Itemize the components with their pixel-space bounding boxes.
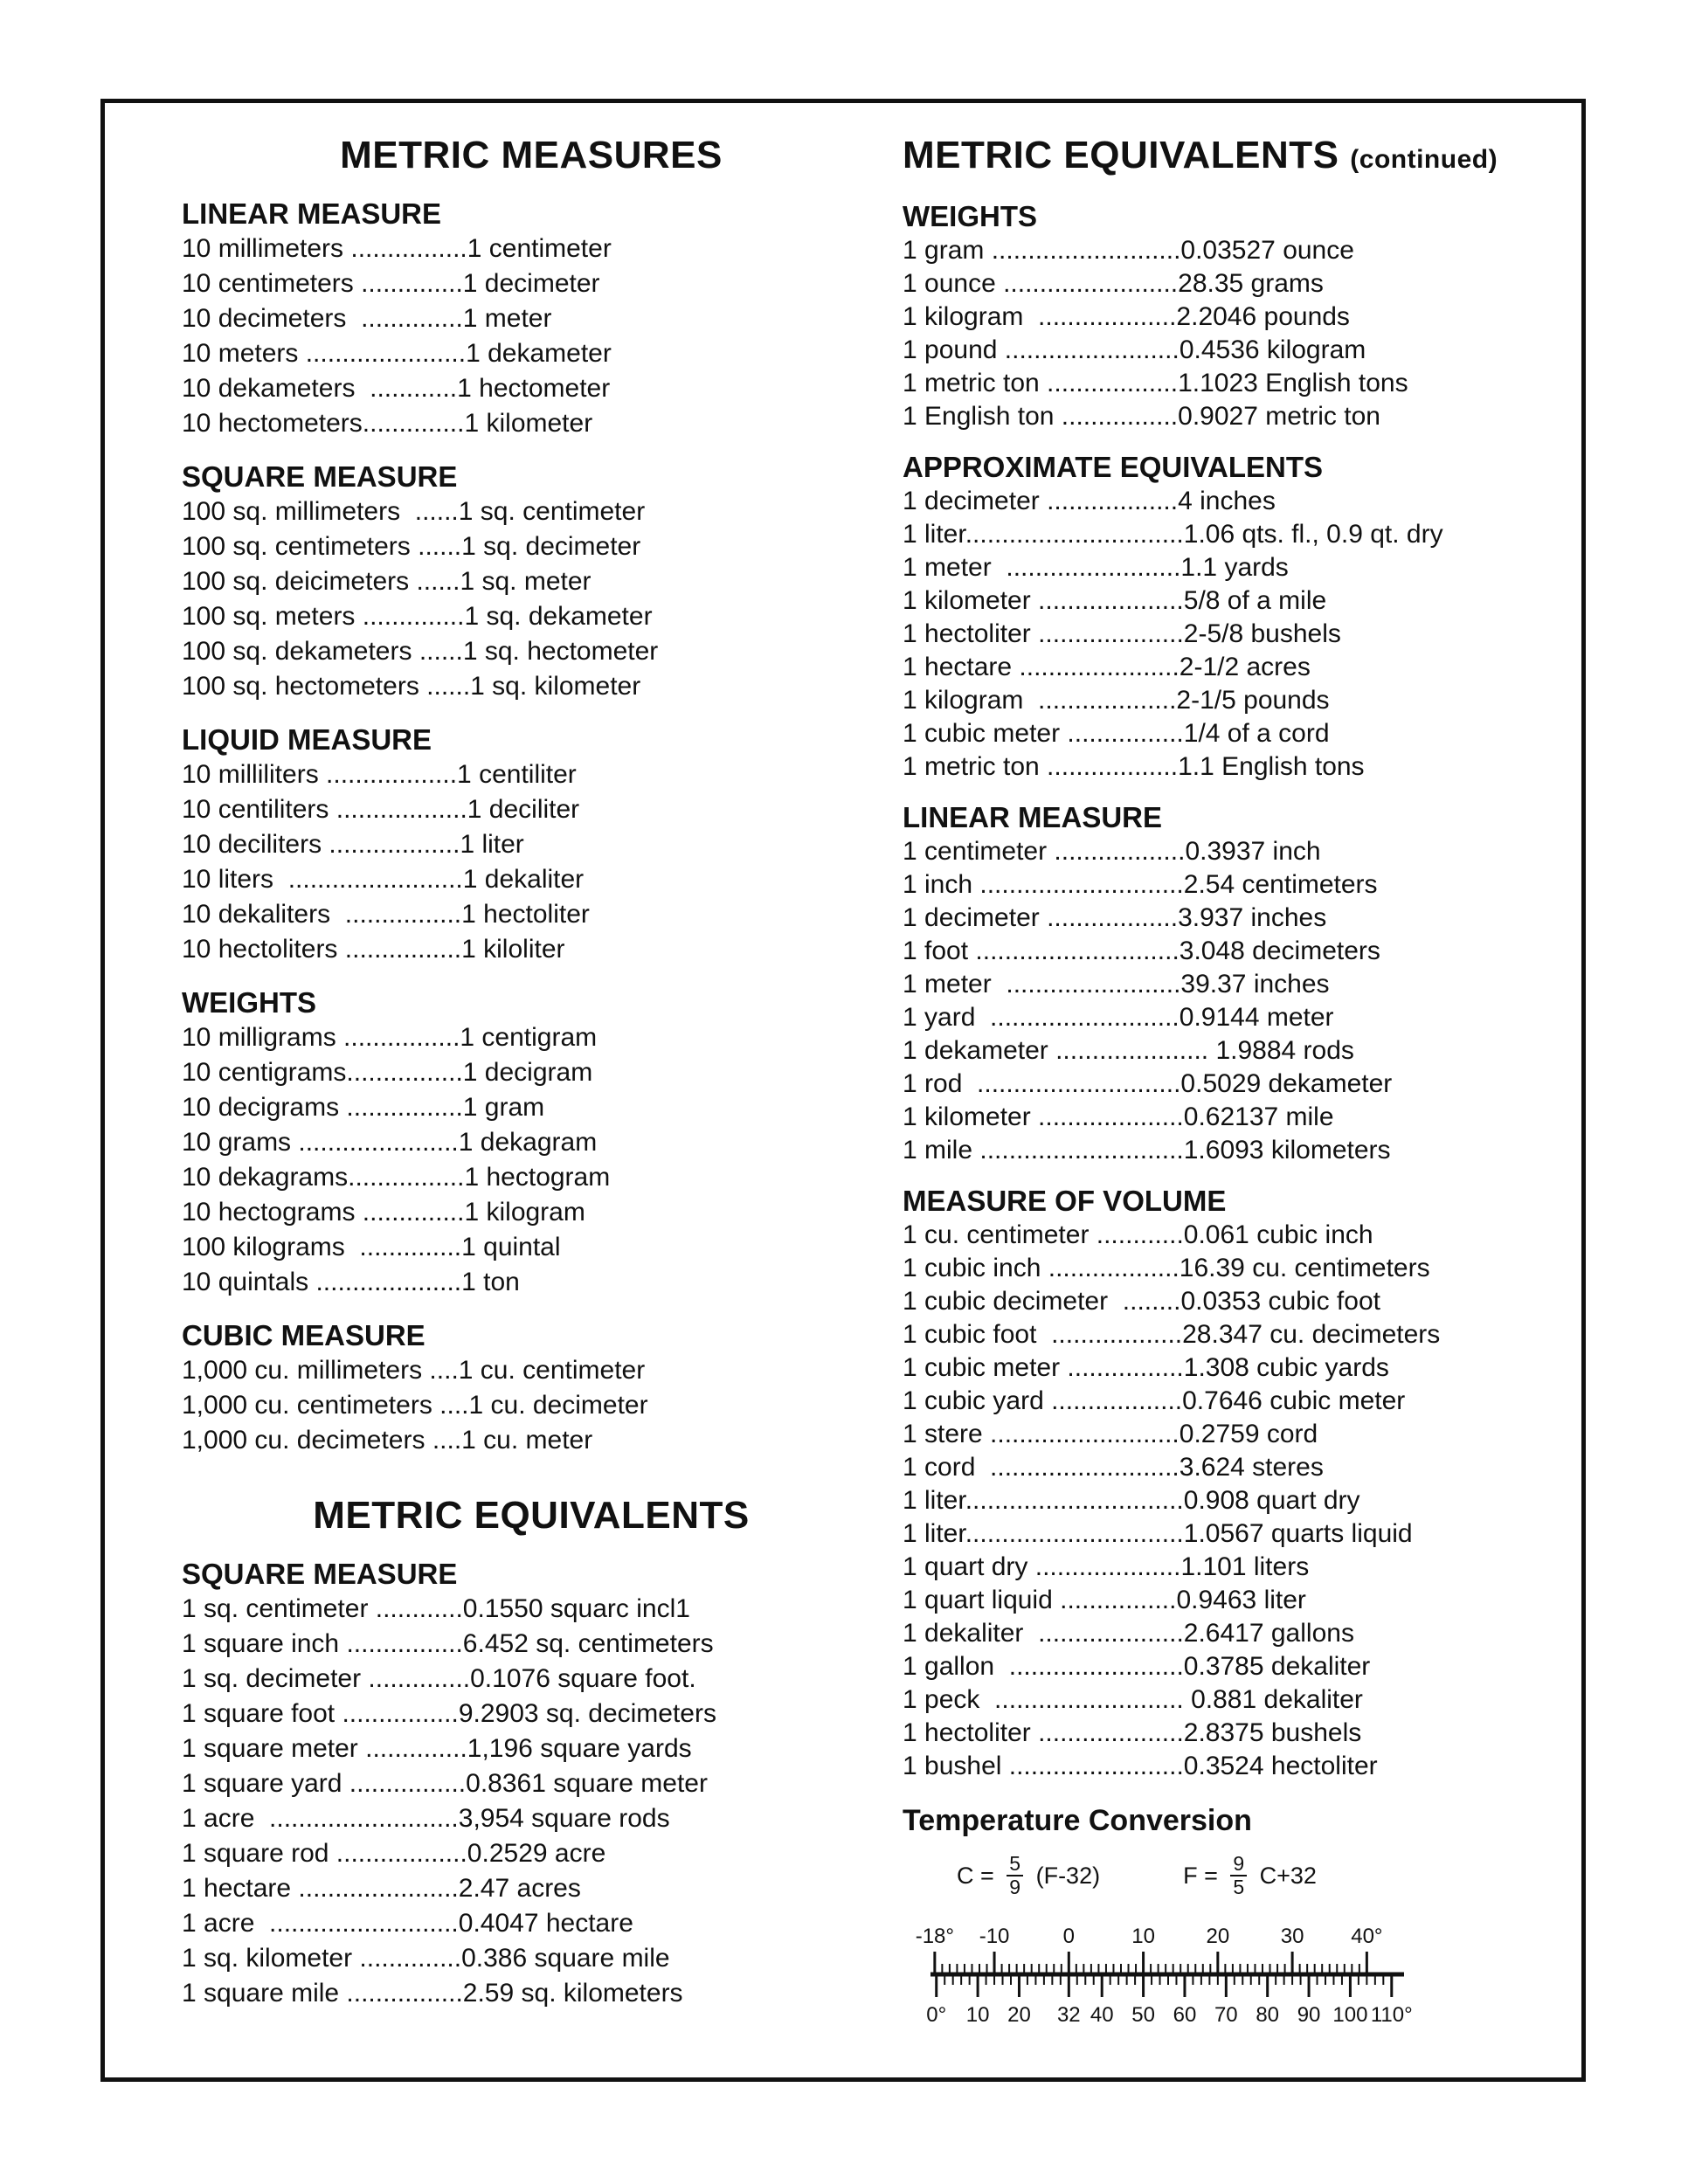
scale-tick-label: 40 [1090,2002,1114,2027]
scale-tick-label: 32 [1056,2002,1081,2027]
measure-line: 1 meter ........................39.37 inches [903,970,1330,999]
measure-line: 1 cubic inch ..................16.39 cu. centimeters [903,1254,1430,1282]
measure-line: 10 centimeters ..............1 decimeter [182,269,600,298]
measure-line: 1 cubic meter ................1/4 of a cord [903,719,1330,748]
section-heading: LIQUID MEASURE [182,723,432,756]
scale-tick-label: 80 [1256,2002,1280,2027]
measure-line: 1 quart liquid ................0.9463 liter [903,1586,1306,1614]
measure-line: 1 cubic foot ..................28.347 cu. decimeters [903,1320,1441,1349]
measure-line: 1 yard ..........................0.9144 meter [903,1003,1334,1032]
measure-line: 1,000 cu. centimeters ....1 cu. decimeter [182,1391,648,1420]
measure-line: 1 ounce ........................28.35 grams [903,269,1324,298]
fraction-denominator: 9 [1009,1876,1021,1899]
scale-tick-label: 20 [1206,1924,1230,1948]
measure-line: 1,000 cu. millimeters ....1 cu. centimeter [182,1356,646,1385]
measure-line: 10 milliliters ..................1 centiliter [182,760,577,789]
metric-equivalents-continued-title [903,133,1602,183]
temperature-formulas [957,1853,1602,1899]
measure-line: 10 milligrams ................1 centigram [182,1023,598,1052]
measure-line: 1 cubic decimeter ........0.0353 cubic foot [903,1287,1380,1316]
section-heading: APPROXIMATE EQUIVALENTS [903,451,1323,483]
measure-line: 1 square yard ................0.8361 square meter [182,1769,708,1798]
measure-line: 10 centigrams................1 decigram [182,1058,593,1087]
measure-line: 100 sq. centimeters ......1 sq. decimeter [182,532,641,561]
measure-line: 10 decimeters ..............1 meter [182,304,552,333]
measure-line: 100 sq. dekameters ......1 sq. hectometer [182,637,659,666]
temperature-scale [915,1918,1415,2034]
measure-line: 1 rod ............................0.5029 dekameter [903,1069,1393,1098]
measure-line: 1 square mile ................2.59 sq. kilometers [182,1979,683,2008]
scale-tick-label: 70 [1214,2002,1238,2027]
measure-line: 10 meters ......................1 dekameter [182,339,612,368]
measure-line: 1 liter..............................1.06 qts. fl., 0.9 qt. dry [903,520,1443,549]
measure-line: 1 square foot ................9.2903 sq. decimeters [182,1699,716,1728]
measure-line: 10 quintals ....................1 ton [182,1268,520,1296]
fraction [1007,1853,1023,1899]
measure-line: 10 liters ........................1 dekaliter [182,865,585,894]
measure-line: 1 pound ........................0.4536 kilogram [903,335,1366,364]
formula-lhs: F = [1183,1862,1225,1889]
measure-line: 100 sq. deicimeters ......1 sq. meter [182,567,591,596]
title-continued-suffix: (continued) [1350,145,1498,174]
measure-line: 1 metric ton ..................1.1 English tons [903,752,1365,781]
metric-measures-title: METRIC MEASURES [340,134,723,176]
measure-line: 1 quart dry ....................1.101 liters [903,1552,1310,1581]
section-heading: SQUARE MEASURE [182,460,458,493]
scale-tick-label: 110° [1370,2002,1413,2027]
scale-tick-label: 0° [926,2002,947,2027]
section-heading: SQUARE MEASURE [182,1558,458,1590]
scale-tick-label: -10 [979,1924,1010,1948]
fraction-numerator: 5 [1007,1853,1023,1876]
left-column [182,133,881,2011]
measure-line: 1 stere ..........................0.2759 cord [903,1420,1318,1448]
metric-equivalents-title: METRIC EQUIVALENTS [313,1494,750,1537]
measure-line: 1 acre ..........................0.4047 hectare [182,1909,633,1938]
scale-tick-label: 100 [1332,2002,1368,2027]
measure-line: 1 square rod ..................0.2529 acre [182,1839,606,1868]
formula-rhs: (F-32) [1029,1862,1101,1889]
measure-line: 1 metric ton ..................1.1023 English tons [903,369,1408,397]
measure-line: 1 sq. kilometer ..............0.386 square mile [182,1944,670,1973]
formula-rhs: C+32 [1253,1862,1317,1889]
measure-line: 1 cubic yard ..................0.7646 cubic meter [903,1386,1406,1415]
section-heading: WEIGHTS [903,200,1037,232]
measure-line: 1 English ton ................0.9027 metric ton [903,402,1380,431]
measure-line: 1 cu. centimeter ............0.061 cubic inch [903,1220,1373,1249]
fraction-denominator: 5 [1233,1876,1245,1899]
title-text: METRIC EQUIVALENTS [903,134,1339,176]
section-heading: LINEAR MEASURE [903,801,1163,833]
measure-line: 1 inch ............................2.54 centimeters [903,870,1378,899]
celsius-formula [957,1853,1100,1899]
measure-line: 1 kilometer ....................0.62137 mile [903,1102,1334,1131]
measure-line: 100 sq. meters ..............1 sq. dekameter [182,602,653,631]
measure-line: 1 sq. decimeter ..............0.1076 square foot. [182,1664,696,1693]
measure-line: 1 centimeter ..................0.3937 inch [903,837,1321,866]
measure-line: 1 cord ..........................3.624 steres [903,1453,1324,1482]
section-heading: LINEAR MEASURE [182,197,442,230]
measure-line: 1 dekaliter ....................2.6417 gallons [903,1619,1354,1648]
formula-lhs: C = [957,1862,1001,1889]
measure-line: 100 sq. millimeters ......1 sq. centimeter [182,497,646,526]
measure-line: 1 meter ........................1.1 yards [903,553,1289,582]
scale-tick-label: 90 [1297,2002,1321,2027]
section-heading: MEASURE OF VOLUME [903,1185,1227,1217]
scale-tick-label: 10 [965,2002,990,2027]
measure-line: 10 deciliters ..................1 liter [182,830,524,859]
measure-line: 10 hectograms ..............1 kilogram [182,1198,585,1227]
measure-line: 1 mile ............................1.6093 kilometers [903,1136,1391,1165]
scale-tick-label: 10 [1131,1924,1155,1948]
measure-line: 1 kilogram ...................2-1/5 pounds [903,686,1330,715]
measure-line: 1 liter..............................1.0567 quarts liquid [903,1519,1413,1548]
measure-line: 1 gram ..........................0.03527 ounce [903,236,1354,265]
measure-line: 10 centiliters ..................1 deciliter [182,795,580,824]
temperature-scale-ruler [915,1918,1602,2034]
fahrenheit-formula [1183,1853,1317,1899]
measure-line: 1 hectoliter ....................2.8375 bushels [903,1718,1362,1747]
measure-line: 1 cubic meter ................1.308 cubic yards [903,1353,1389,1382]
measure-line: 100 kilograms ..............1 quintal [182,1233,561,1261]
measure-line: 10 hectoliters ................1 kiloliter [182,935,565,964]
section-heading: CUBIC MEASURE [182,1319,425,1351]
scale-tick-label: -18° [915,1924,954,1948]
measure-line: 1 bushel ........................0.3524 hectoliter [903,1752,1378,1780]
measure-line: 100 sq. hectometers ......1 sq. kilometer [182,672,641,701]
temperature-conversion-heading: Temperature Conversion [903,1804,1252,1837]
measure-line: 1 liter..............................0.908 quart dry [903,1486,1360,1515]
measure-line: 1 hectare ......................2-1/2 acres [903,653,1311,681]
scale-tick-label: 40° [1351,1924,1383,1948]
section-heading: WEIGHTS [182,986,316,1019]
measure-line: 1 foot ............................3.048 decimeters [903,936,1380,965]
right-column [903,133,1602,2034]
measure-line: 1 peck .......................... 0.881 dekaliter [903,1685,1363,1714]
measure-line: 1 square meter ..............1,196 square yards [182,1734,692,1763]
measure-line: 1 sq. centimeter ............0.1550 squarc incl1 [182,1594,690,1623]
measure-line: 1 square inch ................6.452 sq. centimeters [182,1629,714,1658]
measure-line: 10 dekameters ............1 hectometer [182,374,611,403]
measure-line: 1 decimeter ..................4 inches [903,487,1276,515]
measure-line: 1 dekameter ..................... 1.9884 rods [903,1036,1354,1065]
measure-line: 1 kilogram ...................2.2046 pounds [903,302,1350,331]
scale-tick-label: 60 [1173,2002,1197,2027]
fraction [1230,1853,1247,1899]
measure-line: 1 hectoliter ....................2-5/8 bushels [903,619,1341,648]
measure-line: 10 hectometers..............1 kilometer [182,409,593,438]
scale-tick-label: 0 [1062,1924,1075,1948]
fraction-numerator: 9 [1230,1853,1247,1876]
scale-tick-label: 50 [1131,2002,1155,2027]
scale-tick-label: 20 [1007,2002,1031,2027]
measure-line: 1 decimeter ..................3.937 inches [903,903,1327,932]
measure-line: 10 millimeters ................1 centimeter [182,234,612,263]
measure-line: 1,000 cu. decimeters ....1 cu. meter [182,1426,593,1455]
measure-line: 1 hectare ......................2.47 acres [182,1874,581,1903]
measure-line: 10 dekaliters ................1 hectoliter [182,900,590,929]
measure-line: 10 grams ......................1 dekagram [182,1128,598,1157]
scale-tick-label: 30 [1280,1924,1304,1948]
measure-line: 1 gallon ........................0.3785 dekaliter [903,1652,1371,1681]
measure-line: 1 acre ..........................3,954 square rods [182,1804,670,1833]
measure-line: 10 decigrams ................1 gram [182,1093,545,1122]
metric-equivalents-sections [182,1557,881,2011]
metric-measures-sections [182,197,881,1458]
page-border-frame [100,99,1586,2082]
measure-line: 1 kilometer ....................5/8 of a mile [903,586,1327,615]
measure-line: 10 dekagrams................1 hectogram [182,1163,611,1192]
metric-equivalents-continued-sections [903,199,1602,1783]
